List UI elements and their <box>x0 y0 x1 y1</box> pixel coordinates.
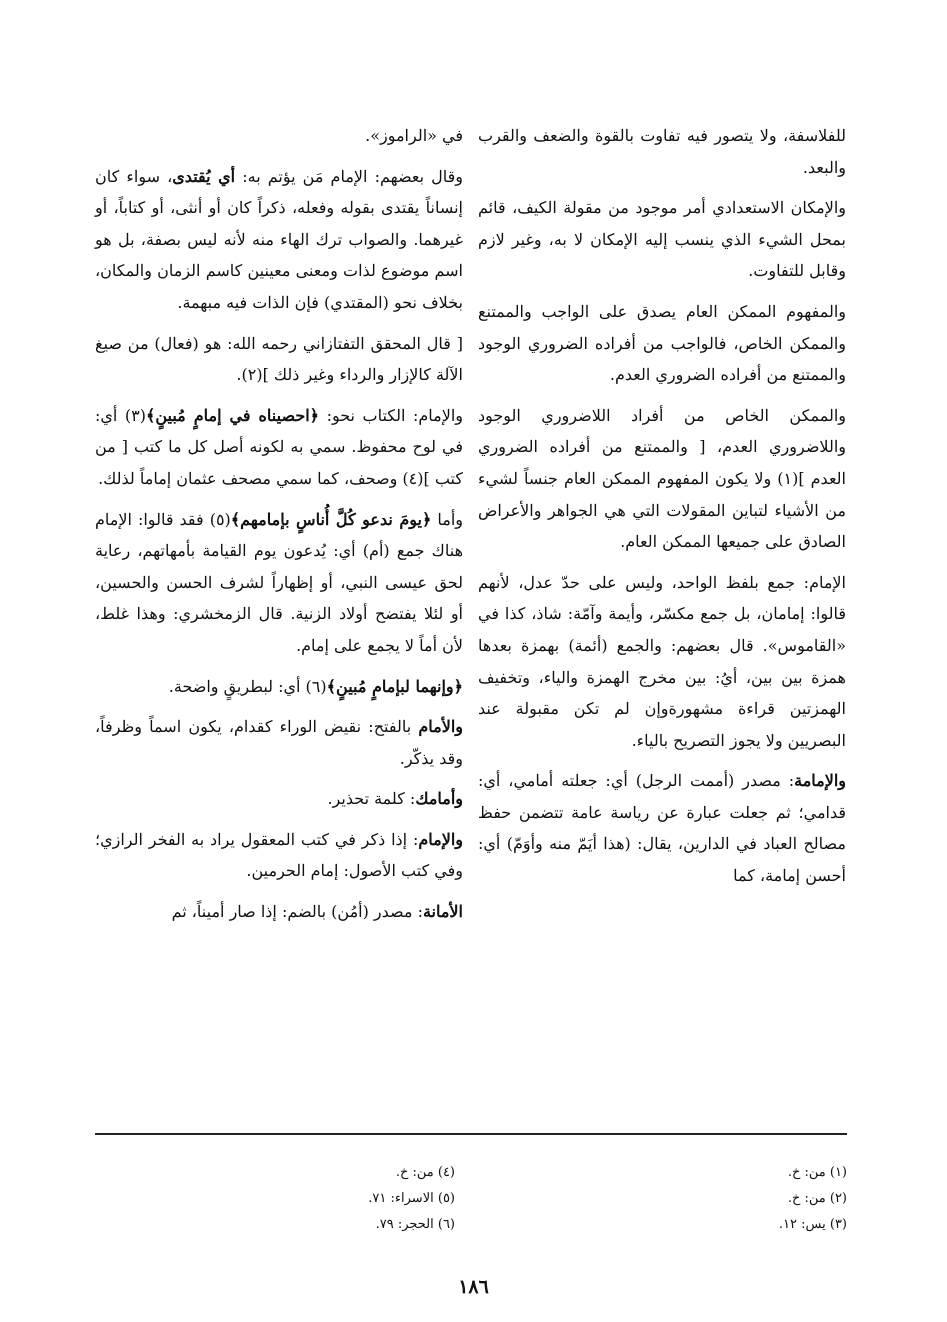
footnote: (٤) من: خ. <box>395 1165 455 1180</box>
paragraph: والإمكان الاستعدادي أمر موجود من مقولة الكيف، قائم بمحل الشيء الذي ينسب إليه الإمكان لا به، وغير لازم وقابل للتفاوت. <box>478 198 846 281</box>
headword: والإمام <box>418 829 463 849</box>
paragraph: والأمام بالفتح: نقيض الوراء كقدام، يكون اسماً وظرفاً، وقد يذكّر. <box>95 717 463 768</box>
paragraph: وقال بعضهم: الإمام مَن يؤتم به: أي يُقتدى، سواء كان إنساناً يقتدى بقوله وفعله، ذكراً كان أو أنثى، أو كتاباً، أو غيرهما. والصواب ترك الهاء منه لأنه ليس بصفة، بل هو اسم موضوع لذات ومعنى معينين كاسم الزمان والمكان، بخلاف نحو (المقتدي) فإن الذات فيه مبهمة. <box>95 166 464 312</box>
headword: والأمام <box>418 717 463 737</box>
paragraph: الإمام: جمع بلفظ الواحد، وليس على حدّ عدل، لأنهم قالوا: إمامان، بل جمع مكسّر، وأيمة وآمّة: شاذ، كذا في «القاموس». قال بعضهم: والجمع (أئمة) بهمزة بعدها همزة بين بين، أيُ: بين مخرج الهمزة والياء، وتخفيف الهمزتين قراءة مشهورةوإن لم تكن مقبولة عند البصريين ولا يجوز التصريح بالياء. <box>478 572 846 750</box>
paragraph: الأمانة: مصدر (أمُن) بالضم: إذا صار أميناً، ثم <box>171 902 463 922</box>
paragraph: ﴿وإنهما لبإمامٍ مُبينٍ﴾(٦) أي: لبطريقٍ واضحة. <box>168 676 463 696</box>
paragraph: والإمام: إذا ذكر في كتب المعقول يراد به الفخر الرازي؛ وفي كتب الأصول: إمام الحرمين. <box>95 829 463 881</box>
main-column-right <box>478 120 846 901</box>
paragraph: والإمام: الكتاب نحو: ﴿احصيناه في إمامٍ مُبينٍ﴾(٣) أي: في لوح محفوظ. سمي به لكونه أصل كل ما كتب [ من كتب ](٤) وصحف، كما سمي مصحف عثمان إماماً لذلك. <box>95 405 464 488</box>
footnote-divider <box>95 1133 847 1135</box>
paragraph: وأما ﴿يومَ ندعو كُلَّ أُناسٍ بإمامهم﴾(٥) فقد قالوا: الإمام هناك جمع (أم) أي: يُدعون يوم القيامة بأمهاتهم، رعاية لحق عيسى النبي، أو إظهاراً لشرف الحسن والحسين، أو لئلا يفتضح أولاد الزنية. قال الزمخشري: وهذا غلط، لأن أماً لا يجمع على إمام. <box>95 509 464 655</box>
quran-verse: ﴿يومَ ندعو كُلَّ أُناسٍ بإمامهم﴾ <box>230 509 432 529</box>
footnotes-right <box>560 1160 847 1238</box>
paragraph: والممكن الخاص من أفراد اللاضروري الوجود واللاضروري العدم، [ والممتنع من أفراده الضروري العدم ](١) ولا يكون المفهوم الممكن العام جنساً لشيء من الأشياء لتباين المقولات التي هي الجواهر والأعراض الصادق على جميعها الممكن العام. <box>478 405 846 552</box>
footnote: (٣) يس: ١٢. <box>778 1217 847 1232</box>
headword: والإمامة <box>794 771 846 791</box>
headword: الأمانة <box>422 902 463 922</box>
paragraph: والمفهوم الممكن العام يصدق على الواجب والممتنع والممكن الخاص، فالواجب من أفراده الضروري الوجود والممتنع من أفراده الضروري العدم. <box>478 301 846 385</box>
paragraph: وأمامك: كلمة تحذير. <box>327 789 463 809</box>
quran-verse: ﴿احصيناه في إمامٍ مُبينٍ﴾ <box>145 405 320 425</box>
footnote: (١) من: خ. <box>787 1165 847 1180</box>
paragraph: [ قال المحقق التفتازاني رحمه الله: هو (فعال) من صيغ الآلة كالإزار والرداء وغير ذلك ](٢). <box>95 333 463 385</box>
headword: أي يُقتدى <box>172 166 236 186</box>
main-column-left <box>95 120 463 937</box>
footnote: (٥) الاسراء: ٧١. <box>368 1191 455 1206</box>
footnote: (٦) الحجر: ٧٩. <box>375 1217 455 1232</box>
paragraph: والإمامة: مصدر (أممت الرجل) أي: جعلته أمامي، أي: قدامي؛ ثم جعلت عبارة عن رياسة عامة تتضمن حفظ مصالح العباد في الدارين، يقال: (هذا أيَمّ منه وأوَمّ) أي: أحسن إمامة، كما <box>478 771 846 886</box>
footnotes-left <box>95 1160 455 1238</box>
footnote: (٢) من: خ. <box>787 1191 847 1206</box>
page-number: ١٨٦ <box>458 1276 489 1298</box>
headword: وأمامك <box>415 789 463 809</box>
paragraph: في «الراموز». <box>365 126 463 145</box>
quran-verse: ﴿وإنهما لبإمامٍ مُبينٍ﴾ <box>326 676 463 696</box>
paragraph: للفلاسفة، ولا يتصور فيه تفاوت بالقوة والضعف والقرب والبعد. <box>478 126 846 177</box>
